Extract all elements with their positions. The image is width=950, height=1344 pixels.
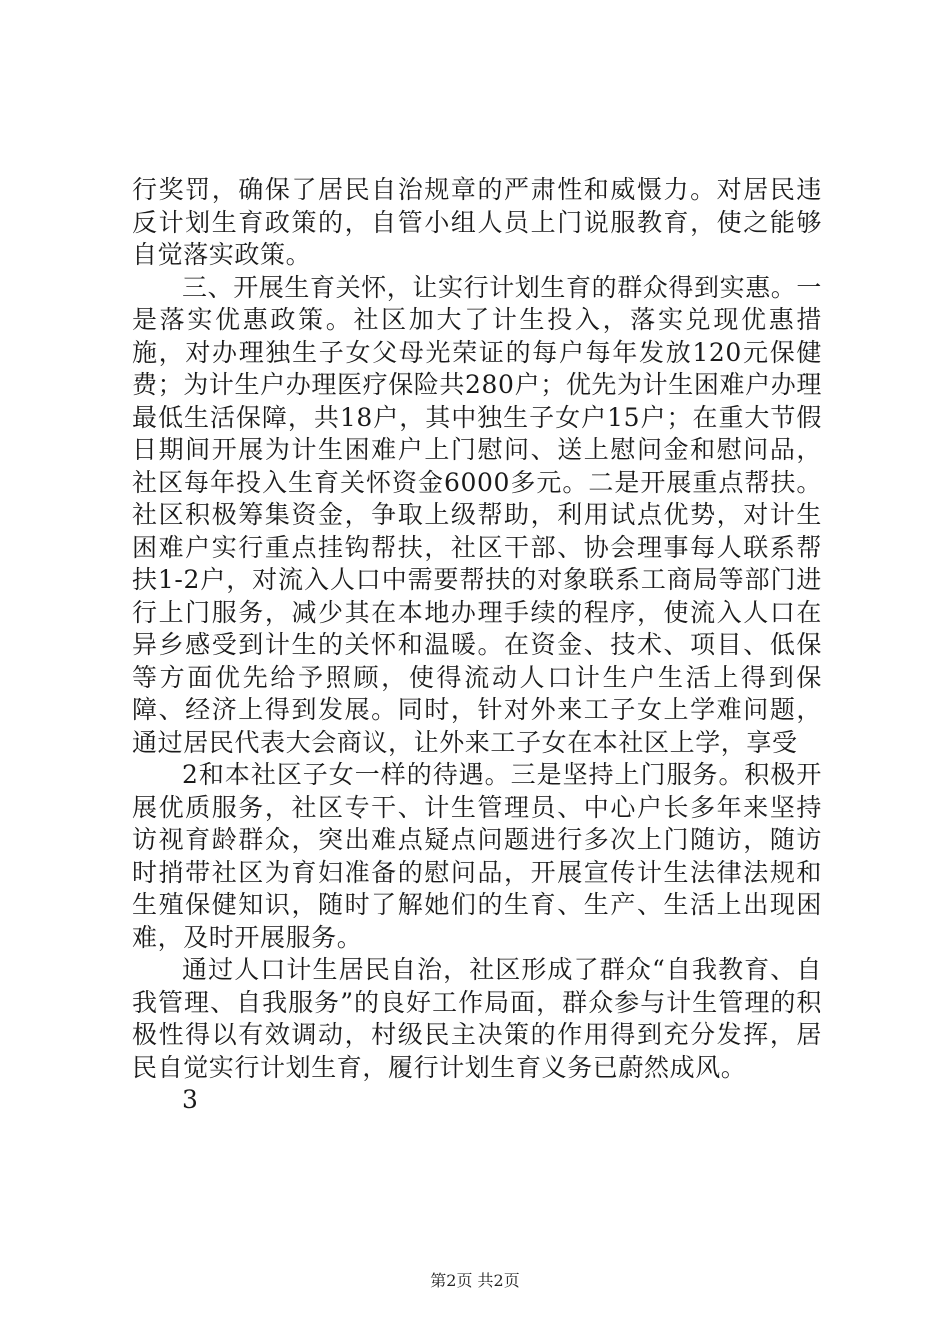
document-body	[132, 174, 822, 1117]
page-footer: 第2页 共2页	[430, 1271, 520, 1290]
paragraph-section-three: 三、开展生育关怀，让实行计划生育的群众得到实惠。一是落实优惠政策。社区加大了计生投入，落实兑现优惠措施，对办理独生子女父母光荣证的每户每年发放120元保健费；为计生户办理医疗保险共280户；优先为计生困难户办理最低生活保障，共18户，其中独生子女户15户；在重大节假日期间开展为计生困难户上门慰问、送上慰问金和慰问品，社区每年投入生育关怀资金6000多元。二是开展重点帮扶。社区积极筹集资金，争取上级帮助，利用试点优势，对计生困难户实行重点挂钩帮扶，社区干部、协会理事每人联系帮扶1-2户，对流入人口中需要帮扶的对象联系工商局等部门进行上门服务，减少其在本地办理手续的程序，使流入人口在异乡感受到计生的关怀和温暖。在资金、技术、项目、低保等方面优先给予照顾，使得流动人口计生户生活上得到保障、经济上得到发展。同时，针对外来工子女上学难问题，通过居民代表大会商议，让外来工子女在本社区上学，享受	[132, 272, 823, 757]
paragraph-door-service: 2和本社区子女一样的待遇。三是坚持上门服务。积极开展优质服务，社区专干、计生管理员、中心户长多年来坚持访视育龄群众，突出难点疑点问题进行多次上门随访，随访时捎带社区为育妇准备的慰问品，开展宣传计生法律法规和生殖保健知识，随时了解她们的生育、生产、生活上出现困难，及时开展服务。	[132, 760, 822, 952]
paragraph-continuation: 行奖罚，确保了居民自治规章的严肃性和威慑力。对居民违反计划生育政策的，自管小组人员上门说服教育，使之能够自觉落实政策。	[132, 175, 822, 269]
page-marker: 3	[182, 1085, 199, 1114]
paragraph-conclusion: 通过人口计生居民自治，社区形成了群众“自我教育、自我管理、自我服务”的良好工作局面，群众参与计生管理的积极性得以有效调动，村级民主决策的作用得到充分发挥，居民自觉实行计划生育，履行计划生育义务已蔚然成风。	[132, 955, 822, 1082]
